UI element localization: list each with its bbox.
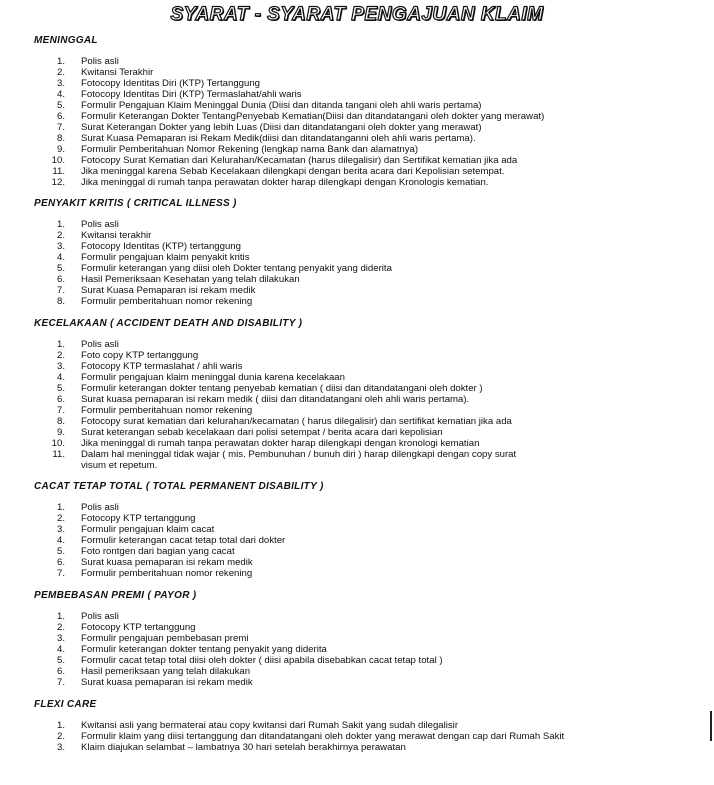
page-edge-mark (710, 711, 712, 741)
item-number: 6. (56, 666, 65, 677)
item-text: Formulir keterangan dokter tentang penyakit yang diderita (81, 644, 327, 655)
item-number: 2. (56, 731, 65, 742)
item-number: 5. (56, 383, 65, 394)
item-text: Formulir klaim yang diisi tertanggung dan ditandatangani oleh dokter yang merawat dengan cap dari Rumah Sakit (81, 731, 565, 742)
item-number: 4. (56, 89, 65, 100)
list-item (34, 361, 704, 372)
item-number: 3. (56, 524, 65, 535)
list-item (34, 122, 704, 133)
list-item (34, 166, 704, 177)
item-text: Jika meninggal di rumah tanpa perawatan dokter harap dilengkapi dengan Kronologis kematian. (81, 177, 489, 188)
list-item (34, 263, 704, 274)
section-cacat-tetap-total (34, 480, 704, 579)
list-item (34, 535, 704, 546)
item-text: Fotocopy KTP tertanggung (81, 622, 196, 633)
list-item (34, 155, 704, 166)
list-item (34, 655, 704, 666)
item-number: 3. (56, 742, 65, 753)
item-number: 3. (56, 241, 65, 252)
section-heading: PEMBEBASAN PREMI ( PAYOR ) (34, 590, 197, 601)
item-number: 12. (51, 177, 65, 188)
document-title (0, 4, 714, 26)
item-number: 7. (56, 122, 65, 133)
list-item (34, 720, 704, 731)
item-number: 7. (56, 285, 65, 296)
list-item (34, 502, 704, 513)
list-item (34, 438, 704, 449)
item-text: Formulir Keterangan Dokter TentangPenyebab Kematian(Diisi dan ditandatangani oleh dokter yang merawat) (81, 111, 545, 122)
item-text: Formulir pemberitahuan nomor rekening (81, 405, 253, 416)
list-item (34, 405, 704, 416)
section-heading: FLEXI CARE (34, 699, 97, 710)
list-item (34, 111, 704, 122)
requirement-list (34, 502, 704, 579)
item-text: Formulir pengajuan klaim meninggal dunia karena kecelakaan (81, 372, 345, 383)
item-number: 5. (56, 100, 65, 111)
section-heading: KECELAKAAN ( ACCIDENT DEATH AND DISABILITY ) (34, 318, 303, 329)
item-text: Polis asli (81, 56, 119, 67)
list-item (34, 731, 704, 742)
list-item (34, 513, 704, 524)
item-text: Kwitansi Terakhir (81, 67, 154, 78)
list-item (34, 568, 704, 579)
list-item (34, 557, 704, 568)
item-number: 4. (56, 644, 65, 655)
section-heading: CACAT TETAP TOTAL ( TOTAL PERMANENT DISABILITY ) (34, 481, 324, 492)
item-text: Hasil pemeriksaan yang telah dilakukan (81, 666, 251, 677)
item-number: 1. (56, 611, 65, 622)
item-number: 2. (56, 67, 65, 78)
list-item (34, 644, 704, 655)
item-number: 1. (56, 219, 65, 230)
list-item (34, 133, 704, 144)
item-number: 6. (56, 274, 65, 285)
item-number: 8. (56, 133, 65, 144)
item-number: 5. (56, 546, 65, 557)
list-item (34, 144, 704, 155)
list-item (34, 611, 704, 622)
item-text: Dalam hal meninggal tidak wajar ( mis. Pembunuhan / bunuh diri ) harap dilengkapi dengan copy surat (81, 449, 517, 460)
list-item (34, 230, 704, 241)
list-item (34, 416, 704, 427)
item-text: Formulir pemberitahuan nomor rekening (81, 568, 253, 579)
item-text: Polis asli (81, 339, 119, 350)
item-text: Formulir keterangan yang diisi oleh Dokter tentang penyakit yang diderita (81, 263, 392, 274)
item-text: Fotocopy Identitas Diri (KTP) Termaslahat/ahli waris (81, 89, 302, 100)
requirement-list (34, 720, 704, 753)
item-text: Surat kuasa pemaparan isi rekam medik ( diisi dan ditandatangani oleh ahli waris pertama). (81, 394, 470, 405)
list-item (34, 677, 704, 688)
list-item (34, 241, 704, 252)
item-text: Fotocopy KTP termaslahat / ahli waris (81, 361, 243, 372)
requirement-list (34, 219, 704, 307)
list-item (34, 285, 704, 296)
item-number: 7. (56, 677, 65, 688)
section-flexi-care (34, 698, 704, 753)
item-text: Formulir cacat tetap total diisi oleh dokter ( diisi apabila disebabkan cacat tetap total ) (81, 655, 443, 666)
list-item (34, 219, 704, 230)
list-item (34, 666, 704, 677)
item-text: Kwitansi asli yang bermaterai atau copy kwitansi dari Rumah Sakit yang sudah dilegalisir (81, 720, 459, 731)
item-text: Polis asli (81, 502, 119, 513)
list-item (34, 372, 704, 383)
item-text: Kwitansi terakhir (81, 230, 152, 241)
item-text: Surat keterangan sebab kecelakaan dari polisi setempat / berita acara dari kepolisian (81, 427, 443, 438)
item-text: Jika meninggal di rumah tanpa perawatan dokter harap dilengkapi dengan kronologi kematian (81, 438, 480, 449)
list-item (34, 89, 704, 100)
item-number: 11. (52, 166, 65, 177)
item-text: Formulir pengajuan klaim cacat (81, 524, 215, 535)
item-text: Fotocopy Surat Kematian dari Kelurahan/Kecamatan (harus dilegalisir) dan Sertifikat kematian jika ada (81, 155, 518, 166)
list-item (34, 67, 704, 78)
list-item (34, 296, 704, 307)
list-item (34, 274, 704, 285)
list-item (34, 524, 704, 535)
item-text: visum et repetum. (81, 460, 158, 471)
item-number: 2. (56, 513, 65, 524)
item-text: Fotocopy Identitas Diri (KTP) Tertanggung (81, 78, 260, 89)
item-text: Surat Kuasa Pemaparan isi Rekam Medik(diisi dan ditandatanganni oleh ahli waris pertama). (81, 133, 476, 144)
item-text: Surat kuasa pemaparan isi rekam medik (81, 677, 253, 688)
item-number: 7. (56, 568, 65, 579)
item-text: Surat kuasa pemaparan isi rekam medik (81, 557, 253, 568)
list-item (34, 100, 704, 111)
item-text: Formulir pemberitahuan nomor rekening (81, 296, 253, 307)
item-number: 1. (56, 502, 65, 513)
item-number: 4. (56, 252, 65, 263)
list-item (34, 350, 704, 361)
item-number: 1. (56, 56, 65, 67)
item-number: 4. (56, 372, 65, 383)
requirement-list (34, 339, 704, 471)
item-number: 5. (56, 263, 65, 274)
item-number: 1. (56, 720, 65, 731)
section-pembebasan-premi (34, 589, 704, 688)
item-text: Hasil Pemeriksaan Kesehatan yang telah dilakukan (81, 274, 300, 285)
item-text: Formulir Pengajuan Klaim Meninggal Dunia (Diisi dan ditanda tangani oleh ahli waris pertama) (81, 100, 482, 111)
item-number: 9. (56, 427, 65, 438)
section-heading: MENINGGAL (34, 35, 98, 46)
list-item (34, 633, 704, 644)
list-item (34, 177, 704, 188)
list-item (34, 78, 704, 89)
list-item (34, 339, 704, 350)
list-item (34, 449, 704, 471)
item-number: 5. (56, 655, 65, 666)
list-item (34, 56, 704, 67)
item-text: Surat Keterangan Dokter yang lebih Luas (Diisi dan ditandatangani oleh dokter yang merawat) (81, 122, 482, 133)
item-number: 1. (56, 339, 65, 350)
list-item (34, 394, 704, 405)
item-number: 6. (56, 557, 65, 568)
item-text: Formulir keterangan cacat tetap total dari dokter (81, 535, 286, 546)
item-number: 3. (56, 633, 65, 644)
requirement-list (34, 56, 704, 188)
item-text: Jika meninggal karena Sebab Kecelakaan dilengkapi dengan berita acara dari Kepolisian setempat. (81, 166, 505, 177)
item-number: 6. (56, 111, 65, 122)
item-number: 4. (56, 535, 65, 546)
item-text: Formulir Pemberitahuan Nomor Rekening (lengkap nama Bank dan alamatnya) (81, 144, 419, 155)
list-item (34, 383, 704, 394)
item-number: 2. (56, 350, 65, 361)
item-number: 10. (51, 438, 65, 449)
requirement-list (34, 611, 704, 688)
item-number: 7. (56, 405, 65, 416)
item-text: Polis asli (81, 219, 119, 230)
section-kecelakaan (34, 317, 704, 471)
list-item (34, 252, 704, 263)
item-number: 3. (56, 361, 65, 372)
item-text: Formulir keterangan dokter tentang penyebab kematian ( diisi dan ditandatangani oleh dokter ) (81, 383, 483, 394)
item-text: Fotocopy KTP tertanggung (81, 513, 196, 524)
section-penyakit-kritis (34, 197, 704, 307)
section-heading: PENYAKIT KRITIS ( CRITICAL ILLNESS ) (34, 198, 237, 209)
item-number: 2. (56, 622, 65, 633)
list-item (34, 546, 704, 557)
item-text: Foto rontgen dari bagian yang cacat (81, 546, 235, 557)
item-text: Polis asli (81, 611, 119, 622)
list-item (34, 427, 704, 438)
item-number: 6. (56, 394, 65, 405)
item-number: 3. (56, 78, 65, 89)
item-number: 2. (56, 230, 65, 241)
item-text: Surat Kuasa Pemaparan isi rekam medik (81, 285, 256, 296)
item-text: Foto copy KTP tertanggung (81, 350, 199, 361)
item-text: Fotocopy surat kematian dari kelurahan/kecamatan ( harus dilegalisir) dan sertifikat kematian jika ada (81, 416, 512, 427)
list-item (34, 622, 704, 633)
item-number: 10. (51, 155, 65, 166)
item-number: 9. (56, 144, 65, 155)
section-meninggal (34, 34, 704, 188)
item-text: Klaim diajukan selambat – lambatnya 30 hari setelah berakhirnya perawatan (81, 742, 406, 753)
item-text: Formulir pengajuan klaim penyakit kritis (81, 252, 250, 263)
document-title-text: SYARAT - SYARAT PENGAJUAN KLAIM (170, 4, 544, 25)
item-number: 8. (56, 416, 65, 427)
list-item (34, 742, 704, 753)
item-number: 8. (56, 296, 65, 307)
item-text: Fotocopy Identitas (KTP) tertanggung (81, 241, 241, 252)
item-number: 11. (52, 449, 65, 460)
item-text: Formulir pengajuan pembebasan premi (81, 633, 249, 644)
